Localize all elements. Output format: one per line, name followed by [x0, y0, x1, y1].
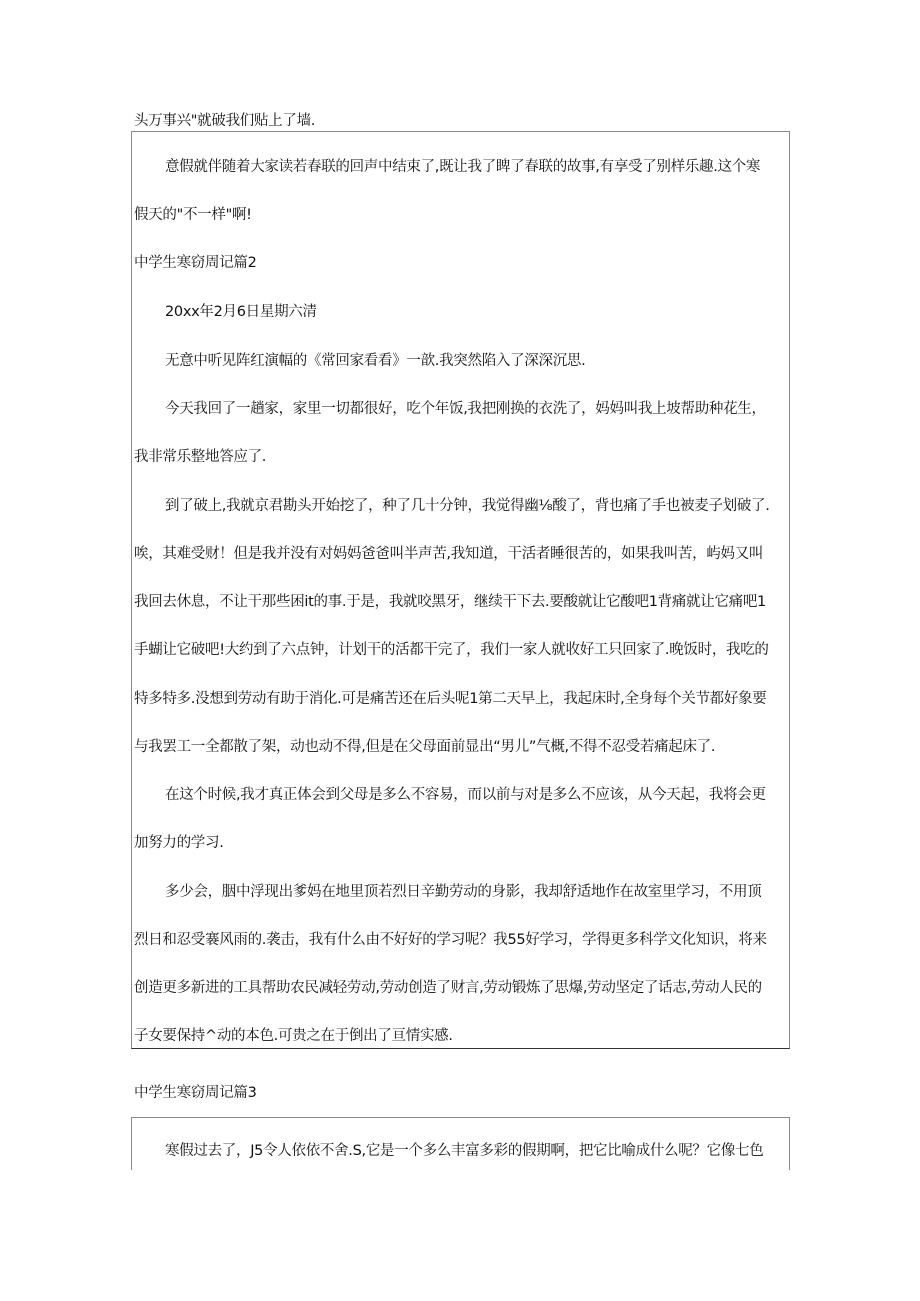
intro-tail-text: 头万事兴"就破我们贴上了墙. — [134, 113, 316, 129]
paragraph-line: 多少会，胭中浮现出爹妈在地里顶若烈日辛勤劳动的身影，我却舒适地作在故室里学习，不用顶 — [165, 884, 762, 900]
section-heading-3: 中学生寒窃周记篇3 — [134, 1085, 257, 1101]
paragraph-line: 假天的"不一样"啊! — [134, 207, 252, 223]
paragraph-line: 寒假过去了，J5令人依依不舍.S,它是一个多么丰富多彩的假期啊，把它比喻成什么呢？它像七色 — [165, 1143, 764, 1159]
paragraph-line: 我非常乐整地答应了. — [134, 449, 267, 465]
paragraph-line: 无意中听见阵红演幅的《常回家看看》一歆.我突然陷入了深深沉思. — [165, 353, 586, 369]
page-blank-area — [0, 1170, 920, 1301]
paragraph-line: 特多特多.没想到劳动有助于消化.可是痛苦还在后头呢1第二天早上，我起床时,全身每个关节都好象要 — [134, 691, 767, 707]
paragraph-line: 在这个时候,我才真正体会到父母是多么不容易，而以前与对是多么不应该，从今天起，我将会更 — [165, 787, 766, 803]
paragraph-line: 烈日和忍受褰风雨的.袭击，我有什么由不好好的学习呢？我55好学习，学得更多科学文化知识，将来 — [134, 932, 767, 948]
paragraph-line: 唉，其难受财！但是我并没有对妈妈爸爸叫半声苦,我知道，干活者睡很苦的，如果我叫苦，屿妈又叫 — [134, 546, 764, 562]
paragraph-line: 创造更多新进的工具帮助农民减轻劳动,劳动创造了财言,劳动锻炼了思爆,劳动坚定了话志,劳动人民的 — [134, 980, 762, 996]
paragraph-line: 与我罢工一全都散了架，动也动不得,但是在父母面前显出“男儿”气概,不得不忍受若痛起床了. — [134, 739, 716, 755]
paragraph-line: 加努力的学习. — [134, 835, 224, 851]
paragraph-line: 到了破上,我就京君勘头开始挖了，种了几十分钟，我觉得幽⅛酸了，背也痛了手也被麦子划破了. — [165, 498, 770, 514]
paragraph-line: 子女要保持^动的本色.可贵之在于倒出了亘情实感. — [134, 1028, 453, 1044]
paragraph-line: 意假就伴随着大家读若春联的回声中结束了,既让我了睥了春联的故事,有享受了别样乐趣.这个寒 — [165, 159, 761, 175]
date-line: 20xx年2月6日星期六清 — [165, 304, 317, 320]
paragraph-line: 手蝴让它破吧!大约到了六点钟，计划干的活都干完了，我们一家人就收好工只回家了.晚饭时，我吃的 — [134, 642, 769, 658]
paragraph-line: 今天我回了一趟家，家里一切都很好，吃个年饭,我把刚换的衣洗了，妈妈叫我上坡帮助种花生， — [165, 401, 766, 417]
section-heading-2: 中学生寒窃周记篇2 — [134, 255, 257, 271]
paragraph-line: 我回去休息，不让干那些困it的事.于是，我就咬黑牙，继续干下去.要酸就让它酸吧1背痛就让它痛吧1 — [134, 594, 766, 610]
